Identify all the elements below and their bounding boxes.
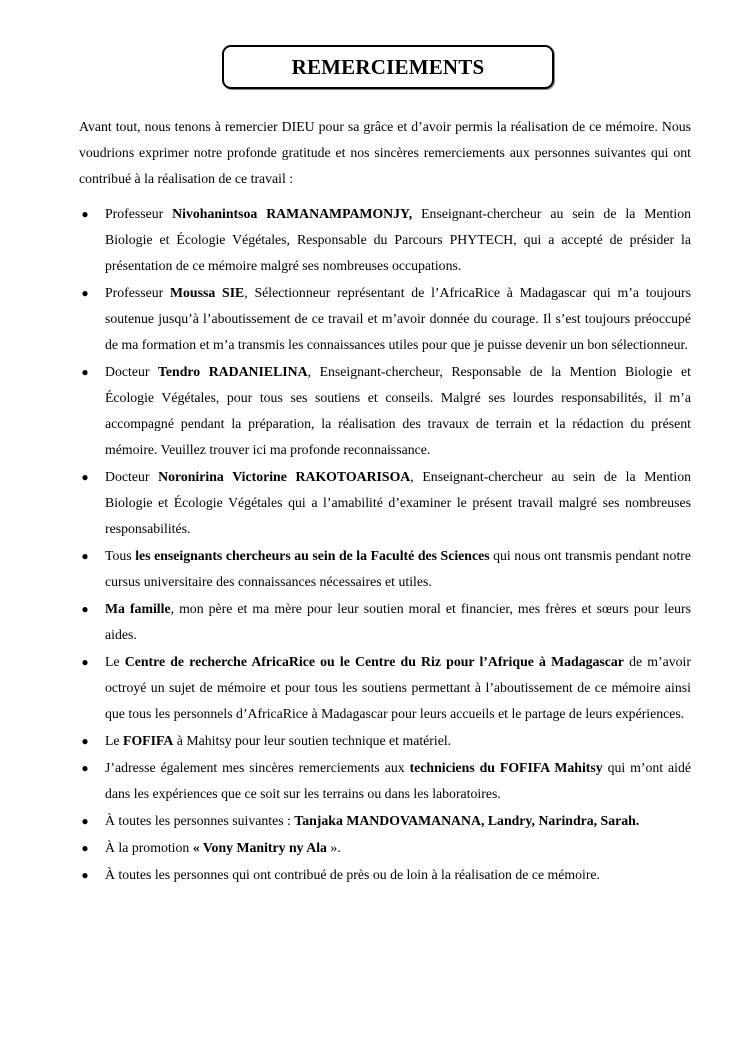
item-prefix: Docteur (105, 364, 158, 379)
list-item (79, 464, 691, 542)
bullet-icon: ● (81, 761, 89, 775)
bullet-icon: ● (81, 868, 89, 882)
title-box (222, 45, 554, 89)
list-item (79, 755, 691, 807)
bullet-icon: ● (81, 734, 89, 748)
item-text: ». (326, 840, 341, 855)
list-item (79, 728, 691, 754)
item-prefix: Professeur (105, 206, 173, 221)
item-name: « Vony Manitry ny Ala (192, 840, 327, 855)
list-item (79, 808, 691, 834)
bullet-icon: ● (81, 549, 89, 563)
item-name: Noronirina Victorine RAKOTOARISOA (158, 469, 411, 484)
intro-paragraph: Avant tout, nous tenons à remercier DIEU pour sa grâce et d’avoir permis la réalisation de ce mémoire. Nous voudrions exprimer notre profonde gratitude et nos sincères remerciements aux personnes suivantes qui ont contribué à la réalisation de ce travail : (79, 119, 691, 186)
item-prefix: Professeur (105, 285, 171, 300)
item-prefix: Le (105, 654, 125, 669)
bullet-icon: ● (81, 207, 89, 221)
list-item (79, 649, 691, 727)
item-name: Tendro RADANIELINA (157, 364, 308, 379)
item-prefix: À toutes les personnes suivantes : (105, 813, 295, 828)
item-prefix: Le (105, 733, 124, 748)
item-text: , Enseignant-chercheur au sein de la Mention Biologie et Écologie Végétales qui a l’amabilité d’examiner le présent travail malgré ses nombreuses responsabilités. (105, 469, 691, 536)
list-item (79, 201, 691, 279)
item-text: de m’avoir octroyé un sujet de mémoire et pour tous les soutiens permettant à l’aboutissement de ce mémoire ainsi que tous les personnels d’AfricaRice à Madagascar pour leurs accueils et le partage de leurs expériences. (105, 654, 691, 721)
item-text: qui m’ont aidé dans les expériences que ce soit sur les terrains ou dans les laboratoires. (105, 760, 691, 801)
item-name: Tanjaka MANDOVAMANANA, Landry, Narindra, Sarah. (294, 813, 640, 828)
acknowledgement-list (79, 201, 691, 888)
bullet-icon: ● (81, 470, 89, 484)
item-name: Moussa SIE (170, 285, 245, 300)
list-item (79, 596, 691, 648)
bullet-icon: ● (81, 286, 89, 300)
item-name: Nivohanintsoa RAMANAMPAMONJY, (172, 206, 413, 221)
list-item (79, 359, 691, 463)
item-name: les enseignants chercheurs au sein de la Faculté des Sciences (135, 548, 490, 563)
item-text: à Mahitsy pour leur soutien technique et matériel. (173, 733, 452, 748)
item-text: , Enseignant-chercheur, Responsable de la Mention Biologie et Écologie Végétales, pour tous ses soutiens et conseils. Malgré ses lourdes responsabilités, il m’a accompagné pendant la préparation, la réalisation des travaux de terrain et la rédaction du présent mémoire. Veuillez trouver ici ma profonde reconnaissance. (105, 364, 691, 457)
item-prefix: Tous (105, 548, 136, 563)
item-name: Ma famille (105, 601, 171, 616)
item-name: FOFIFA (123, 733, 174, 748)
item-prefix: Docteur (105, 469, 159, 484)
bullet-icon: ● (81, 655, 89, 669)
item-name: techniciens du FOFIFA Mahitsy (409, 760, 603, 775)
item-prefix: À toutes les personnes qui ont contribué de près ou de loin à la réalisation de ce mémoire. (105, 867, 601, 882)
page-title: REMERCIEMENTS (291, 54, 485, 79)
content-body (79, 114, 691, 889)
bullet-icon: ● (81, 841, 89, 855)
bullet-icon: ● (81, 602, 89, 616)
list-item (79, 543, 691, 595)
bullet-icon: ● (81, 365, 89, 379)
item-text: , mon père et ma mère pour leur soutien moral et financier, mes frères et sœurs pour leurs aides. (105, 601, 691, 642)
item-prefix: À la promotion (105, 840, 193, 855)
item-prefix: J’adresse également mes sincères remerciements aux (105, 760, 410, 775)
list-item (79, 280, 691, 358)
item-text: qui nous ont transmis pendant notre cursus universitaire des connaissances nécessaires et utiles. (105, 548, 691, 589)
item-text: , Sélectionneur représentant de l’AfricaRice à Madagascar qui m’a toujours soutenue jusqu’à l’aboutissement de ce travail et m’avoir donnée du courage. Il s’est toujours préoccupé de ma formation et m’a transmis les connaissances utiles pour que je puisse devenir un bon sélectionneur. (105, 285, 691, 352)
item-name: Centre de recherche AfricaRice ou le Centre du Riz pour l’Afrique à Madagascar (124, 654, 624, 669)
bullet-icon: ● (81, 814, 89, 828)
list-item (79, 862, 691, 888)
item-text: Enseignant-chercheur au sein de la Mention Biologie et Écologie Végétales, Responsable du Parcours PHYTECH, qui a accepté de présider la présentation de ce mémoire malgré ses nombreuses occupations. (105, 206, 692, 273)
list-item (79, 835, 691, 861)
